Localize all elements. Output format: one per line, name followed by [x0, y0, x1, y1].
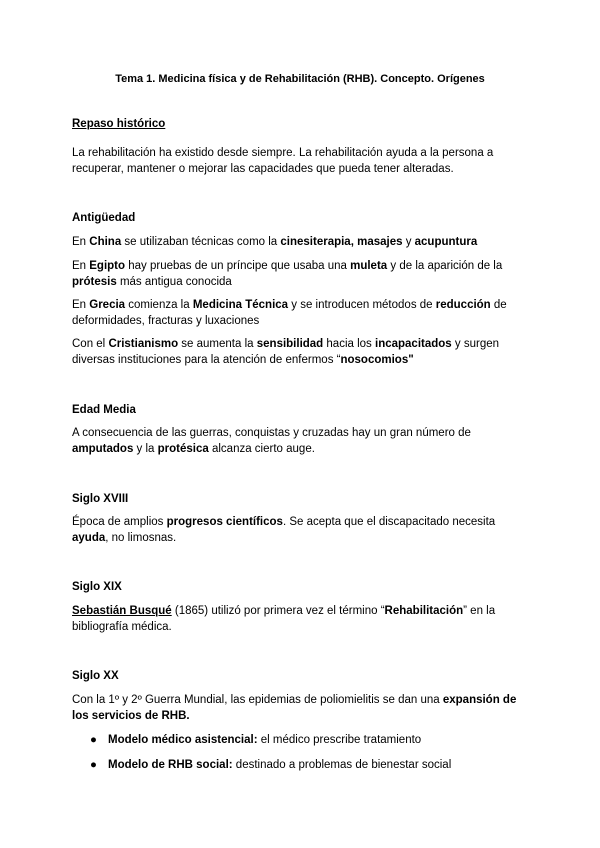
paragraph-china: En China se utilizaban técnicas como la cinesiterapia, masajes y acupuntura — [72, 236, 478, 248]
heading-repaso: Repaso histórico — [72, 118, 166, 130]
paragraph-siglo-xix: Sebastián Busqué (1865) utilizó por primera vez el término “Rehabilitación” en la bibliografía médica. — [72, 605, 496, 633]
paragraph-cristianismo: Con el Cristianismo se aumenta la sensibilidad hacia los incapacitados y surgen diversas instituciones para la atención de enfermos “nosocomios" — [72, 338, 500, 366]
bullet-icon: ● — [90, 734, 97, 746]
list-item: ● Modelo médico asistencial: el médico prescribe tratamiento — [90, 734, 422, 746]
paragraph-grecia: En Grecia comienza la Medicina Técnica y se introducen métodos de reducción de deformidades, fracturas y luxaciones — [72, 299, 507, 327]
paragraph-edad-media: A consecuencia de las guerras, conquistas y cruzadas hay un gran número de amputados y la protésica alcanza cierto auge. — [72, 427, 471, 455]
heading-siglo-xviii: Siglo XVIII — [72, 493, 129, 505]
bullet-icon: ● — [90, 759, 97, 771]
heading-siglo-xix: Siglo XIX — [72, 581, 122, 593]
paragraph-repaso: La rehabilitación ha existido desde siempre. La rehabilitación ayuda a la persona a recuperar, mantener o mejorar las capacidades que pueda tener alteradas. — [72, 147, 494, 175]
document-title: Tema 1. Medicina física y de Rehabilitación (RHB). Concepto. Orígenes — [115, 73, 485, 85]
paragraph-egipto: En Egipto hay pruebas de un príncipe que usaba una muleta y de la aparición de la prótesis más antigua conocida — [72, 260, 503, 288]
heading-edad-media: Edad Media — [72, 404, 136, 416]
heading-antiguedad: Antigüedad — [72, 212, 136, 224]
paragraph-siglo-xviii: Época de amplios progresos científicos. Se acepta que el discapacitado necesita ayuda, no limosnas. — [72, 516, 496, 544]
paragraph-siglo-xx: Con la 1º y 2º Guerra Mundial, las epidemias de poliomielitis se dan una expansión de los servicios de RHB. — [72, 694, 517, 722]
list-item: ● Modelo de RHB social: destinado a problemas de bienestar social — [90, 759, 452, 771]
heading-siglo-xx: Siglo XX — [72, 670, 119, 682]
